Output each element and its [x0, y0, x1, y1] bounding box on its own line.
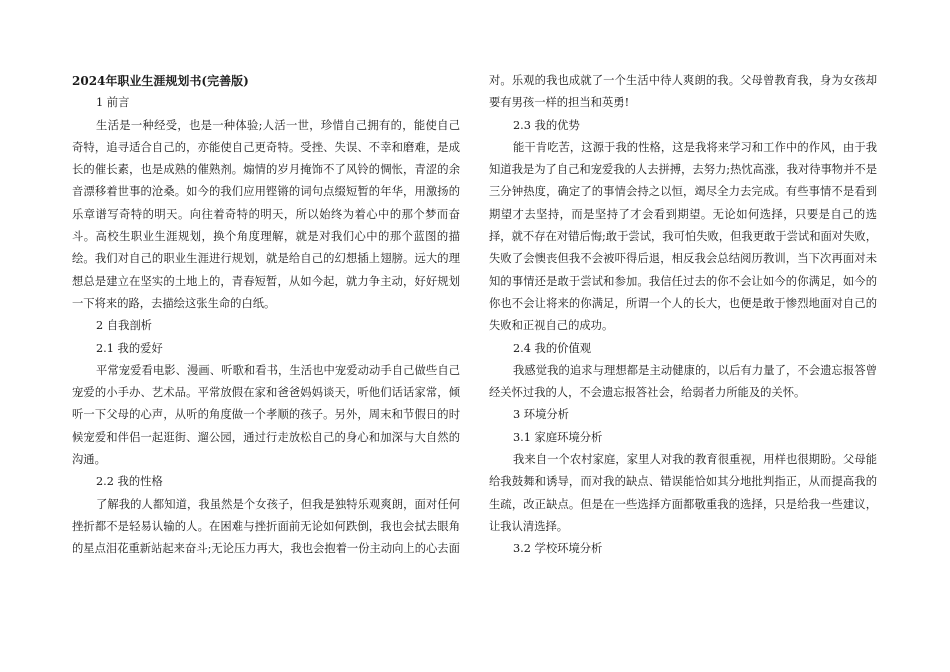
paragraph: 我来自一个农村家庭，家里人对我的教育很重视，用样也很期盼。父母能给我鼓舞和诱导，而对我的缺点、错误能恰如其分地批判指正，从而提高我的生疏，改正缺点。但是在一些选择方面都敬重我的选择，只是给我一些建议，让我认清选择。 — [489, 453, 877, 533]
section-heading: 1 前言 — [96, 96, 130, 110]
paragraph: 能干肯吃苦，这源于我的性格，这是我将来学习和工作中的作风，由于我知道我是为了自己和宠爱我的人去拼搏，去努力;热忱高涨，我对待事物并不是三分钟热度，确定了的事情会持之以恒，竭尽全力去完成。有些事情不是看到期望才去坚持，而是坚持了才会看到期望。无论如何选择，只要是自己的选择，就不存在对错后悔;敢于尝试，我可怕失败，但我更敢于尝试和面对失败，失败了会懊丧但我不会被吓得后退，相反我会总结阅历教训，当下次再面对未知的事情还是敢于尝试和参加。我信任过去的你不会让如今的你满足，如今的你也不会让将来的你满足，所谓一个人的长大，也便是敢于惨烈地面对自己的失败和正视自己的成功。 — [489, 140, 877, 333]
section-heading: 2 自我剖析 — [96, 319, 152, 333]
section-heading: 2.2 我的性格 — [96, 475, 163, 489]
document-title: 2024年职业生涯规划书(完善版) — [72, 74, 249, 88]
section-heading: 2.3 我的优势 — [513, 118, 580, 132]
section-heading: 2.1 我的爱好 — [96, 341, 163, 355]
section-heading: 3.1 家庭环境分析 — [513, 430, 603, 444]
paragraph: 平常宠爱看电影、漫画、听歌和看书，生活也中宠爱动动手自己做些自己宠爱的小手办、艺术品。平常放假在家和爸爸妈妈谈天，听他们话话家常，倾听一下父母的心声，从听的角度做一个孝顺的孩子。另外，周末和节假日的时候宠爱和伴侣一起逛街、遛公园，通过行走放松自己的身心和加深与大自然的沟通。 — [72, 363, 460, 467]
paragraph: 生活是一种经受，也是一种体验;人活一世，珍惜自己拥有的，能使自己奇特，追寻适合自己的，亦能使自己更奇特。受挫、失误、不幸和磨难，是成长的催长素，也是成熟的催熟剂。煽情的岁月掩饰不了风铃的惆怅，青涩的余音漂移着世事的沧桑。如今的我们应用铿锵的词句点缀短暂的年华，用激扬的乐章谱写奇特的明天。向往着奇特的明天，所以始终为着心中的那个梦而奋斗。高校生职业生涯规划，换个角度理解，就是对我们心中的那个蓝图的描绘。我们对自己的职业生涯进行规划，就是给自己的幻想插上翅膀。远大的理想总是建立在坚实的土地上的，青春短暂，从如今起，就力争主动，好好规划一下将来的路，去描绘这张生命的白纸。 — [72, 118, 460, 310]
paragraph: 了解我的人都知道，我虽然是个女孩子，但我是独特乐观爽朗，面对任何挫折都不是轻易认输的人。在困难与挫折面前无论如何跌倒，我也会拭去眼角的星点泪花重新站起来奋斗;无论压力再大，我也会抱着一份主动向上的心去面 — [72, 497, 460, 556]
section-heading: 2.4 我的价值观 — [513, 341, 592, 355]
left-column — [72, 70, 460, 561]
paragraph-continuation: 对。乐观的我也成就了一个生活中待人爽朗的我。父母曾教育我，身为女孩却要有男孩一样的担当和英勇! — [489, 74, 877, 110]
section-heading: 3 环境分析 — [513, 408, 569, 422]
right-column — [489, 70, 877, 561]
section-heading: 3.2 学校环境分析 — [513, 542, 603, 556]
paragraph: 我感觉我的追求与理想都是主动健康的，以后有力量了，不会遗忘报答曾经关怀过我的人，不会遗忘报答社会，给弱者力所能及的关怀。 — [489, 363, 877, 400]
